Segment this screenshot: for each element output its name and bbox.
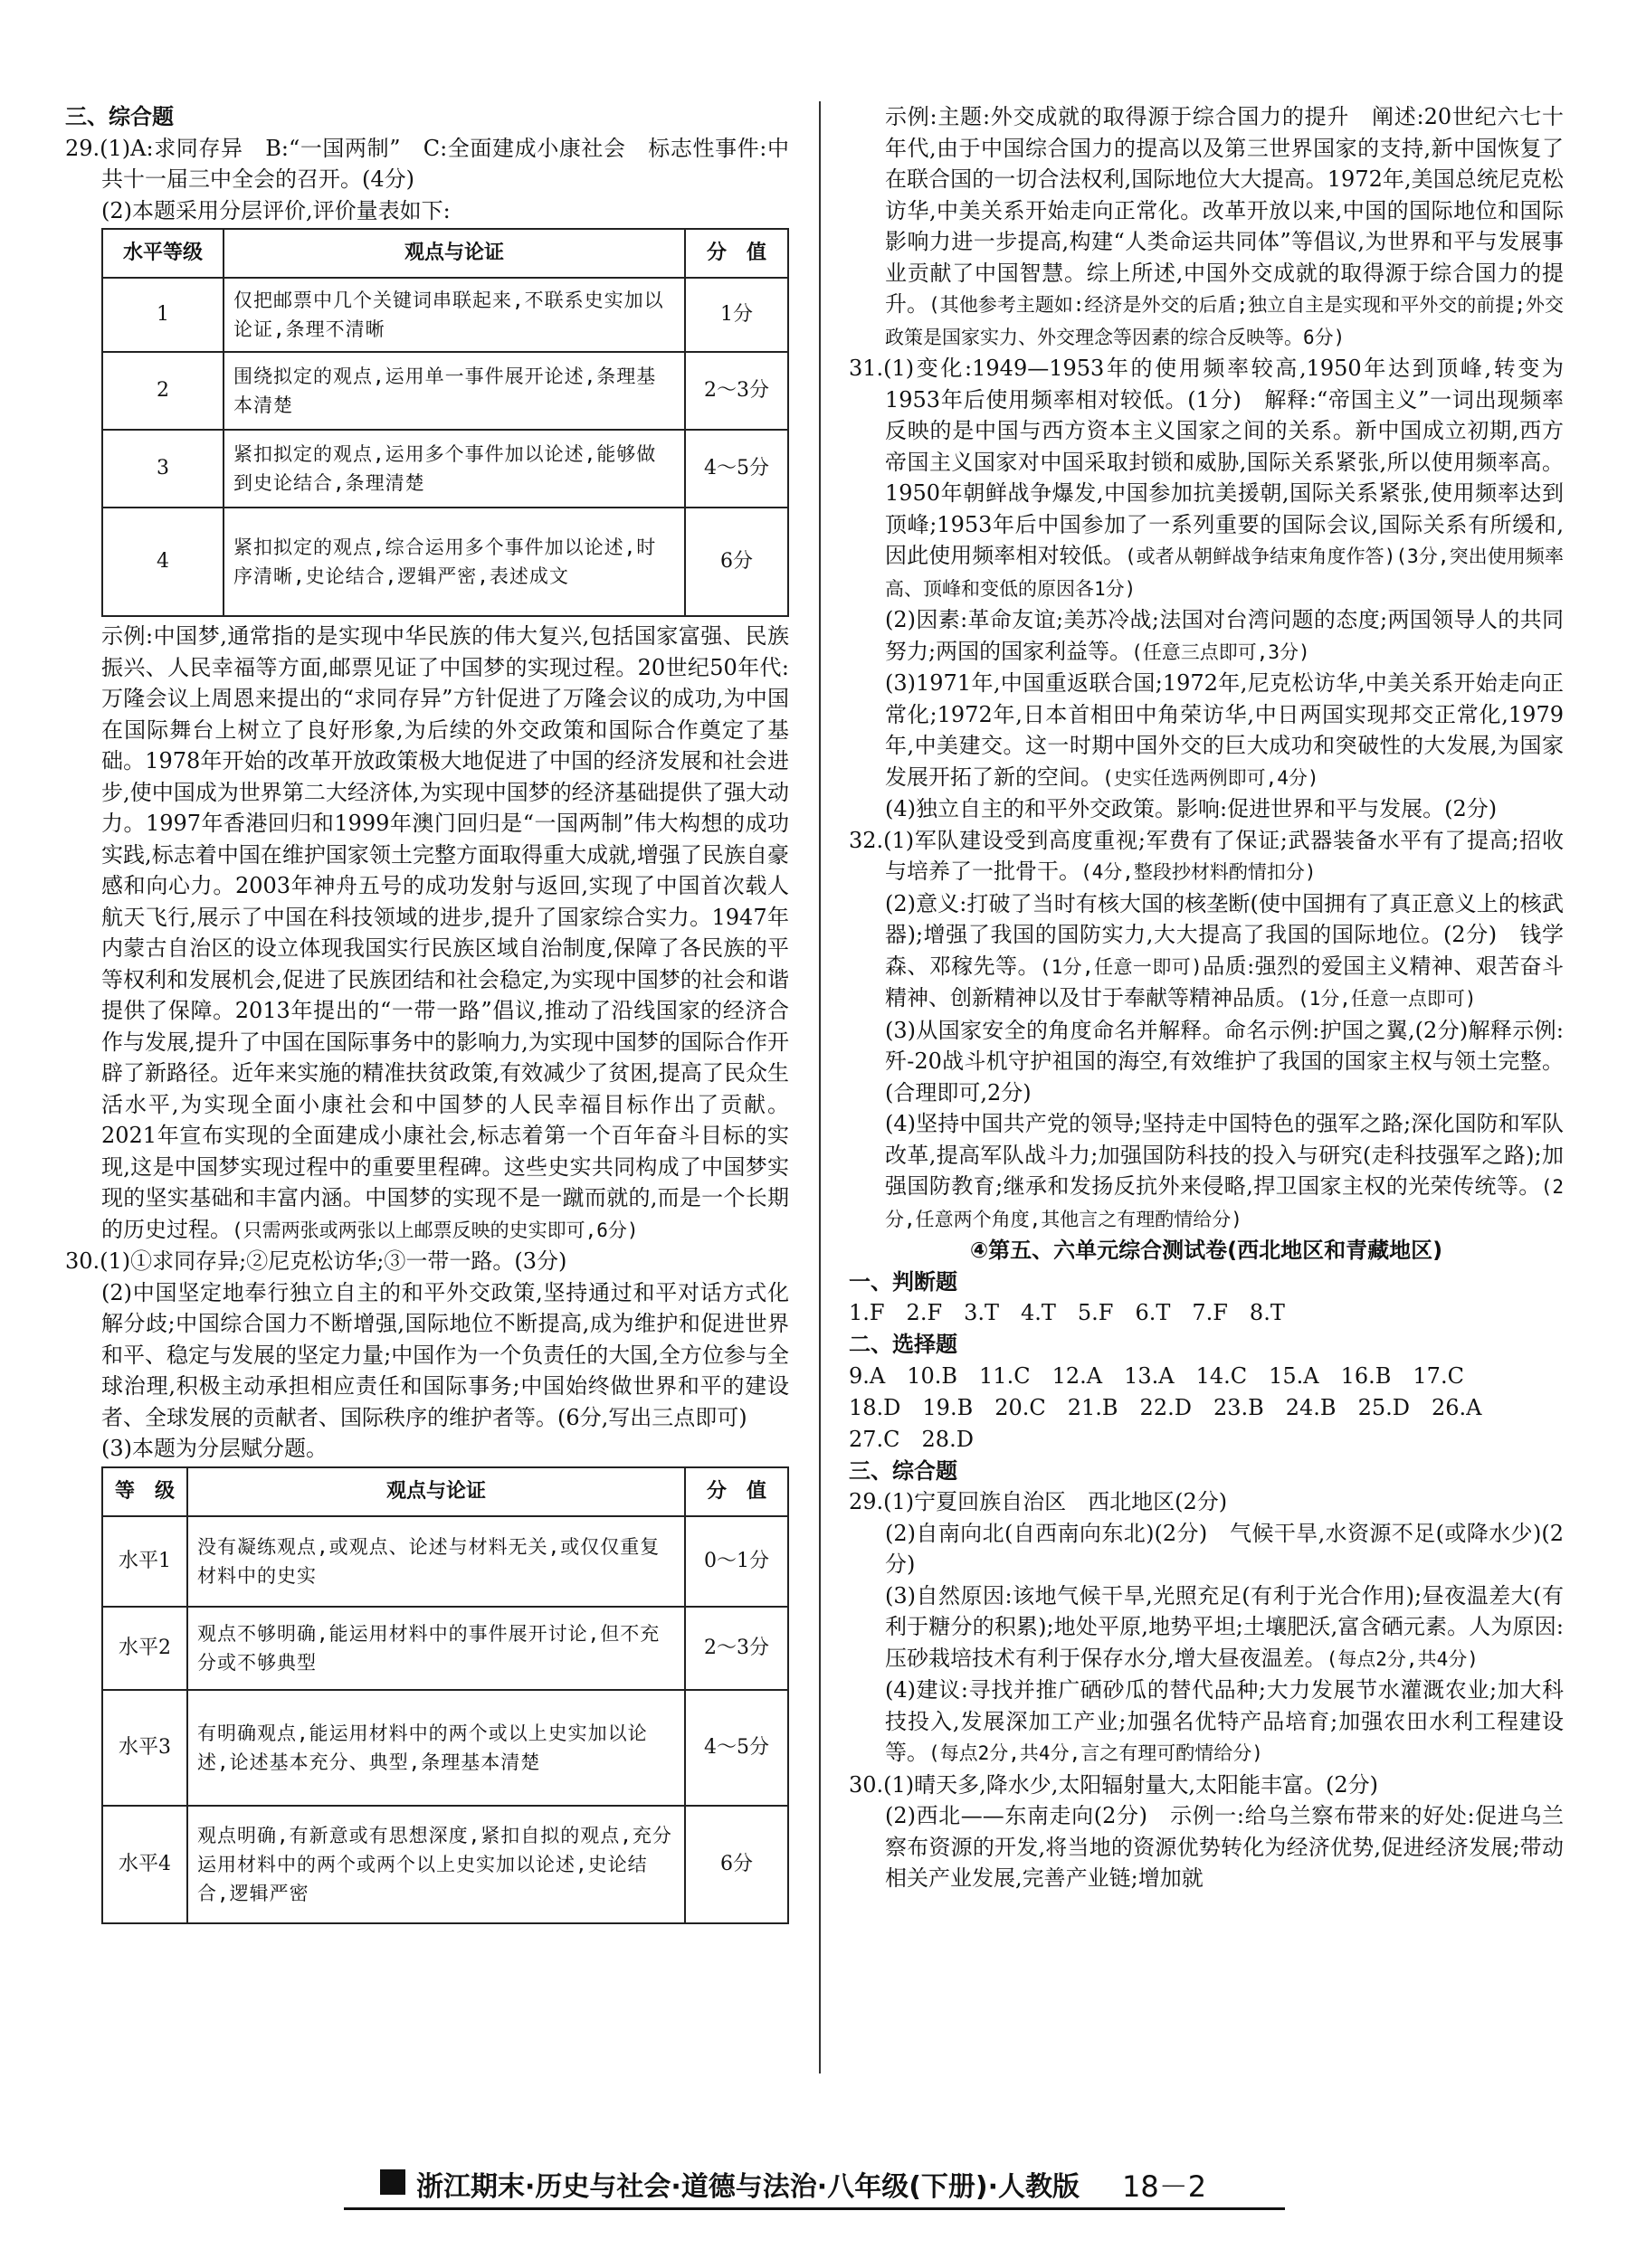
q32-part4-text: (4)坚持中国共产党的领导;坚持走中国特色的强军之路;深化国防和军队改革,提高军队战斗力;加强国防科技的投入与研究(走科技强军之路);加强国防教育;继承和发扬反抗外来侵略,捍卫国家主权的光荣传统等。	[885, 1111, 1564, 1199]
desc-cell: 紧扣拟定的观点,综合运用多个事件加以论述,时序清晰,史论结合,逻辑严密,表述成文	[224, 508, 685, 616]
right-column	[849, 101, 1564, 1894]
left-column	[65, 101, 789, 1928]
q30-note: (其他参考主题如:经济是外交的后盾;独立自主是实现和平外交的前提;外交政策是国家实力、外交理念等因素的综合反映等。6分)	[885, 294, 1564, 348]
q30-part2: (2)中国坚定地奉行独立自主的和平外交政策,坚持通过和平对话方式化解分歧;中国综合国力不断增强,国际地位不断提高,成为维护和促进世界和平、稳定与发展的坚定力量;中国作为一个负责任的大国,全方位参与全球治理,积极主动承担相应责任和国际事务;中国始终做世界和平的建设者、全球发展的贡献者、国际秩序的维护者等。(6分,写出三点即可)	[101, 1279, 789, 1430]
q30-example-text: 示例:主题:外交成就的取得源于综合国力的提升 阐述:20世纪六七十年代,由于中国综合国力的提高以及第三世界国家的支持,新中国恢复了在联合国的一切合法权利,国际地位大大提高。1972年,美国总统尼克松访华,中美关系开始走向正常化。改革开放以来,中国的国际地位和国际影响力进一步提高,构建“人类命运共同体”等倡议,为世界和平与发展事业贡献了中国智慧。综上所述,中国外交成就的取得源于综合国力的提升。	[885, 104, 1564, 317]
level-cell: 水平1	[102, 1516, 187, 1607]
g30-part1: 30.(1)晴天多,降水少,太阳辐射量大,太阳能丰富。(2分)	[849, 1771, 1379, 1798]
mc-answers-line2: 18.D 19.B 20.C 21.B 22.D 23.B 24.B 25.D 26.A	[849, 1394, 1482, 1420]
tf-answers: 1.F 2.F 3.T 4.T 5.F 6.T 7.F 8.T	[849, 1300, 1285, 1325]
score-cell: 6分	[685, 1806, 788, 1923]
column-divider	[819, 101, 821, 2073]
q32-part2-note2: (1分,任意一点即可)	[1298, 988, 1477, 1010]
q32-part1	[849, 825, 1564, 888]
table-row	[102, 1806, 788, 1923]
desc-cell: 紧扣拟定的观点,运用多个事件加以论述,能够做到史论结合,条理清楚	[224, 430, 685, 508]
header-argument: 观点与论证	[187, 1467, 685, 1516]
section-comprehensive: 三、综合题	[849, 1457, 957, 1484]
q30-part3: (3)本题为分层赋分题。	[101, 1436, 328, 1461]
header-argument: 观点与论证	[224, 229, 685, 278]
table-row	[102, 508, 788, 616]
level-cell: 1	[102, 278, 224, 352]
desc-cell: 有明确观点,能运用材料中的两个或以上史实加以论述,论述基本充分、典型,条理基本清楚	[187, 1690, 685, 1806]
q31-part2-note: (任意三点即可,3分)	[1131, 641, 1310, 663]
table-row	[102, 352, 788, 430]
level-cell: 4	[102, 508, 224, 616]
g29-part4-note: (每点2分,共4分,言之有理可酌情给分)	[928, 1742, 1263, 1764]
score-cell: 2～3分	[685, 1607, 788, 1690]
header-level: 水平等级	[102, 229, 224, 278]
g29-part4-text: (4)建议:寻找并推广硒砂瓜的替代品种;大力发展节水灌溉农业;加大科技投入,发展深加工产业;加强名优特产品培育;加强农田水利工程建设等。	[885, 1677, 1564, 1765]
score-cell: 4～5分	[685, 430, 788, 508]
unit-title: ④第五、六单元综合测试卷(西北地区和青藏地区)	[969, 1238, 1443, 1263]
table-row	[102, 278, 788, 352]
table-row	[102, 430, 788, 508]
q29-part2: (2)本题采用分层评价,评价量表如下:	[101, 197, 451, 223]
q32-part1-note: (4分,整段抄材料酌情扣分)	[1080, 861, 1317, 883]
g29-part3-text: (3)自然原因:该地气候干旱,光照充足(有利于光合作用);昼夜温差大(有利于糖分的积累);地处平原,地势平坦;土壤肥沃,富含硒元素。人为原因:压砂栽培技术有利于保存水分,增大昼夜温差。	[885, 1582, 1564, 1671]
g29-part3-note: (每点2分,共4分)	[1326, 1647, 1479, 1670]
q31-part2	[849, 604, 1564, 668]
level-cell: 3	[102, 430, 224, 508]
q29-example-text: 示例:中国梦,通常指的是实现中华民族的伟大复兴,包括国家富强、民族振兴、人民幸福等方面,邮票见证了中国梦的实现过程。20世纪50年代:万隆会议上周恩来提出的“求同存异”方针促进了万隆会议的成功,为中国在国际舞台上树立了良好形象,为后续的外交政策和国际合作奠定了基础。1978年开始的改革开放政策极大地促进了中国的经济发展和社会进步,使中国成为世界第二大经济体,为实现中国梦的经济基础提供了强大动力。1997年香港回归和1999年澳门回归是“一国两制”伟大构想的成功实践,标志着中国在维护国家领土完整方面取得重大成就,增强了民族自豪感和向心力。2003年神舟五号的成功发射与返回,实现了中国首次载人航天飞行,展示了中国在科技领域的进步,提升了国家综合实力。1947年内蒙古自治区的设立体现我国实行民族区域自治制度,保障了各民族的平等权利和发展机会,促进了民族团结和社会稳定,为实现中国梦的社会和谐提供了保障。2013年提出的“一带一路”倡议,推动了沿线国家的经济合作与发展,提升了中国在国际事务中的影响力,为实现中国梦的国际合作开辟了新路径。近年来实施的精准扶贫政策,有效减少了贫困,提高了民众生活水平,为实现全面小康社会和中国梦的人民幸福目标作出了贡献。2021年宣布实现的全面建成小康社会,标志着第一个百年奋斗目标的实现,这是中国梦实现过程中的重要里程碑。这些史实共同构成了中国梦实现的坚实基础和丰富内涵。中国梦的实现不是一蹴而就的,而是一个长期的历史过程。	[101, 623, 789, 1242]
table-header-row	[102, 1467, 788, 1516]
q29-part1: 29.(1)A:求同存异 B:“一国两制” C:全面建成小康社会 标志性事件:中共十一届三中全会的召开。(4分)	[65, 135, 789, 192]
q31-part2-text: (2)因素:革命友谊;美苏冷战;法国对台湾问题的态度;两国领导人的共同努力;两国的国家利益等。	[885, 607, 1564, 664]
q29-example	[65, 621, 789, 1246]
g29-part4	[849, 1675, 1564, 1770]
q31-part3	[849, 668, 1564, 793]
q32-part2	[849, 888, 1564, 1015]
page-number: 18－2	[1122, 2169, 1207, 2204]
score-cell: 2～3分	[685, 352, 788, 430]
score-cell: 0～1分	[685, 1516, 788, 1607]
mc-answers-line1: 9.A 10.B 11.C 12.A 13.A 14.C 15.A 16.B 17.C	[849, 1362, 1464, 1389]
q32-part2-text: (2)意义:打破了当时有核大国的核垄断(使中国拥有了真正意义上的核武器);增强了我国的国防实力,大大提高了我国的国际地位。(2分) 钱学森、邓稼先等。	[885, 890, 1564, 979]
table-header-row	[102, 229, 788, 278]
desc-cell: 仅把邮票中几个关键词串联起来,不联系史实加以论证,条理不清晰	[224, 278, 685, 352]
rubric-table-1	[101, 228, 789, 617]
q31-part1-note: (或者从朝鲜战争结束角度作答)(3分,突出使用频率高、顶峰和变低的原因各1分)	[885, 546, 1565, 600]
q31-part4: (4)独立自主的和平外交政策。影响:促进世界和平与发展。(2分)	[885, 796, 1498, 821]
q30-part1: 30.(1)①求同存异;②尼克松访华;③一带一路。(3分)	[65, 1248, 567, 1274]
section-multiple-choice: 二、选择题	[849, 1332, 957, 1357]
g29-part1: 29.(1)宁夏回族自治区 西北地区(2分)	[849, 1489, 1228, 1514]
level-cell: 水平2	[102, 1607, 187, 1690]
q32-part3: (3)从国家安全的角度命名并解释。命名示例:护国之翼,(2分)解释示例:歼-20战斗机守护祖国的海空,有效维护了我国的国家主权与领土完整。(合理即可,2分)	[885, 1017, 1564, 1106]
q32-part4	[849, 1108, 1564, 1235]
score-cell: 4～5分	[685, 1690, 788, 1806]
q29-note: (只需两张或两张以上邮票反映的史实即可,6分)	[232, 1219, 639, 1241]
mc-answers-line3: 27.C 28.D	[849, 1426, 974, 1452]
desc-cell: 观点明确,有新意或有思想深度,紧扣自拟的观点,充分运用材料中的两个或两个以上史实加以论述,史论结合,逻辑严密	[187, 1806, 685, 1923]
q32-part2b-text: 品质:强烈的爱国主义精神、艰苦奋斗精神、创新精神以及甘于奉献等精神品质。	[885, 953, 1564, 1011]
header-level: 等 级	[102, 1467, 187, 1516]
header-score: 分 值	[685, 1467, 788, 1516]
section-true-false: 一、判断题	[849, 1268, 957, 1295]
g30-part2: (2)西北——东南走向(2分) 示例一:给乌兰察布带来的好处:促进乌兰察布资源的开发,将当地的资源优势转化为经济优势,促进经济发展;带动相关产业发展,完善产业链;增加就	[885, 1803, 1564, 1891]
desc-cell: 围绕拟定的观点,运用单一事件展开论述,条理基本清楚	[224, 352, 685, 430]
footer-title: 浙江期末·历史与社会·道德与法治·八年级(下册)·人教版	[416, 2171, 1080, 2203]
square-mark-icon	[380, 2169, 405, 2195]
q31-part3-text: (3)1971年,中国重返联合国;1972年,尼克松访华,中美关系开始走向正常化;1972年,日本首相田中角荣访华,中日两国实现邦交正常化,1979年,中美建交。这一时期中国外交的巨大成功和突破性的大发展,为国家发展开拓了新的空间。	[885, 670, 1564, 790]
g29-part2: (2)自南向北(自西南向东北)(2分) 气候干旱,水资源不足(或降水少)(2分)	[885, 1520, 1564, 1577]
q32-part1-text: 32.(1)军队建设受到高度重视;军费有了保证;武器装备水平有了提高;招收与培养了一批骨干。	[849, 827, 1564, 884]
desc-cell: 没有凝练观点,或观点、论述与材料无关,或仅仅重复材料中的史实	[187, 1516, 685, 1607]
table-row	[102, 1516, 788, 1607]
g29-part3	[849, 1580, 1564, 1675]
level-cell: 水平4	[102, 1806, 187, 1923]
desc-cell: 观点不够明确,能运用材料中的事件展开讨论,但不充分或不够典型	[187, 1607, 685, 1690]
header-score: 分 值	[685, 229, 788, 278]
q31-part3-note: (史实任选两例即可,4分)	[1102, 766, 1319, 789]
q32-part4-note: (2分,任意两个角度,其他言之有理酌情给分)	[885, 1176, 1564, 1230]
score-cell: 6分	[685, 508, 788, 616]
q31-part1	[849, 353, 1564, 604]
q30-example	[849, 101, 1564, 353]
q31-part1-text: 31.(1)变化:1949—1953年的使用频率较高,1950年达到顶峰,转变为1953年后使用频率相对较低。(1分) 解释:“帝国主义”一词出现频率反映的是中国与西方资本主义国家之间的关系。新中国成立初期,西方帝国主义国家对中国采取封锁和威胁,国际关系紧张,所以使用频率高。1950年朝鲜战争爆发,中国参加抗美援朝,国际关系紧张,使用频率达到顶峰;1953年后中国参加了一系列重要的国际会议,国际关系有所缓和,因此使用频率相对较低。	[849, 356, 1564, 568]
level-cell: 水平3	[102, 1690, 187, 1806]
rubric-table-2	[101, 1466, 789, 1924]
page-footer	[344, 2162, 1285, 2210]
table-row	[102, 1690, 788, 1806]
table-row	[102, 1607, 788, 1690]
q32-part2-note1: (1分,任意一即可)	[1039, 955, 1203, 978]
score-cell: 1分	[685, 278, 788, 352]
level-cell: 2	[102, 352, 224, 430]
section-heading: 三、综合题	[65, 104, 174, 129]
